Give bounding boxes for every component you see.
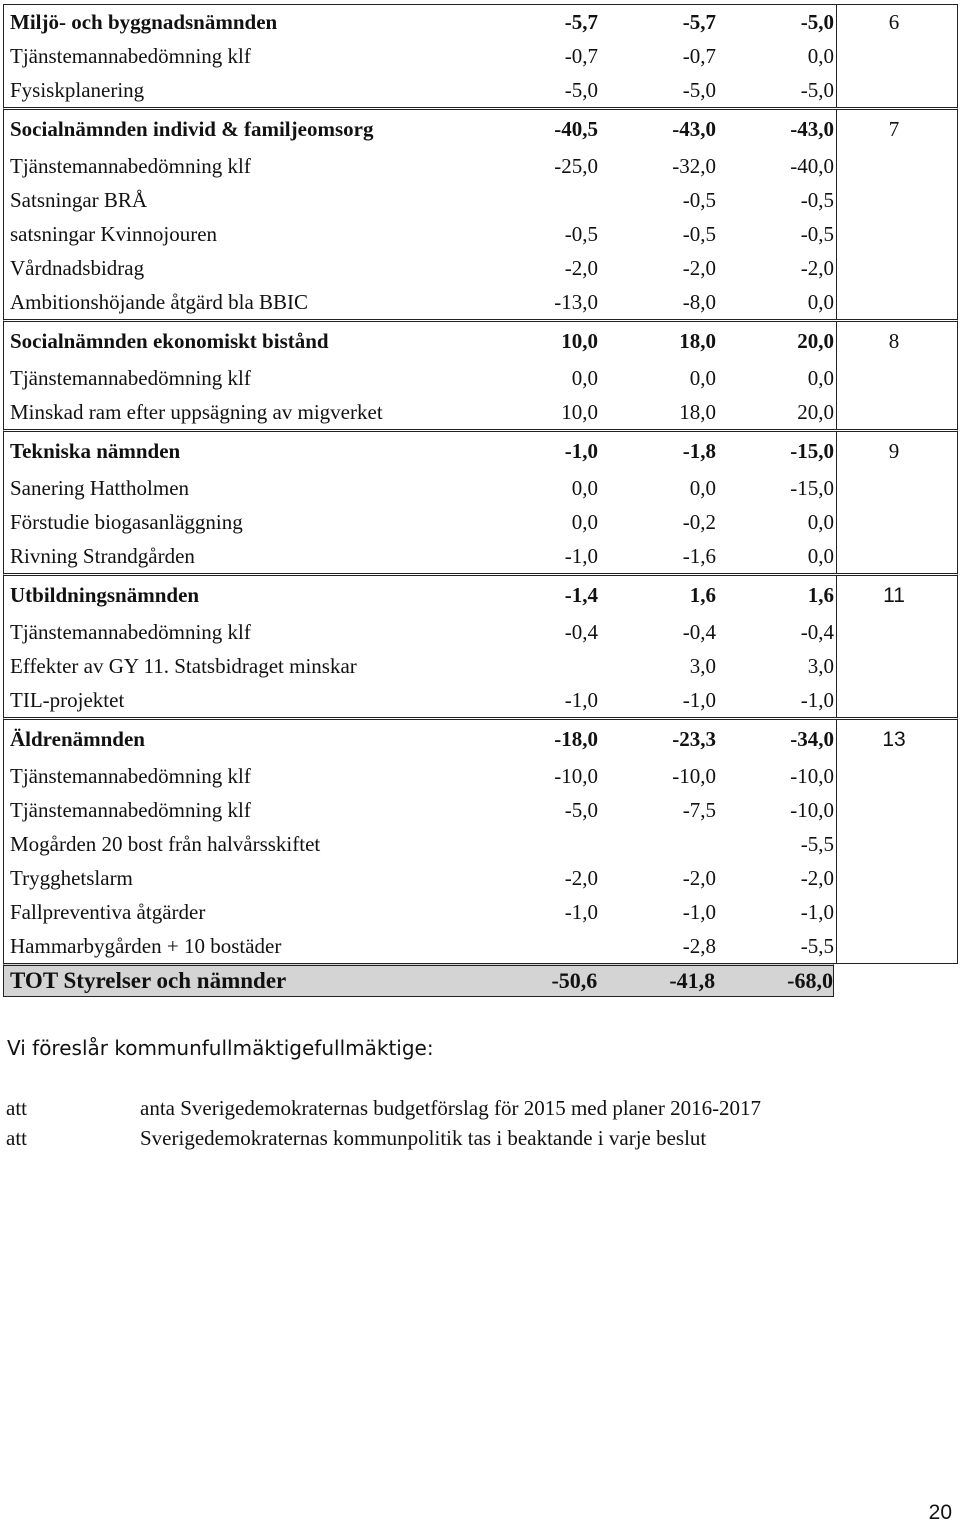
value-cell-v3: -2,0 <box>800 255 834 280</box>
table-row <box>4 361 957 395</box>
table-row <box>4 251 957 285</box>
page-reference: 13 <box>882 727 906 751</box>
total-label: TOT Styrelser och nämnder <box>10 968 287 993</box>
proposal-text: anta Sverigedemokraternas budgetförslag för 2015 med planer 2016-2017 <box>140 1096 762 1120</box>
table-row <box>4 861 957 895</box>
row-label: Ambitionshöjande åtgärd bla BBIC <box>10 289 309 314</box>
att-keyword: att <box>6 1096 27 1120</box>
value-cell-v2: -0,2 <box>682 509 716 534</box>
page-reference: 6 <box>888 9 900 34</box>
value-cell-v3: 0,0 <box>807 365 834 390</box>
value-cell-v3: -34,0 <box>790 727 834 751</box>
table-row <box>4 793 957 827</box>
value-cell-v3: -40,0 <box>790 153 834 178</box>
row-label: Äldrenämnden <box>10 727 145 751</box>
value-cell-v3: -10,0 <box>790 797 834 822</box>
value-cell-v3: -43,0 <box>790 117 834 141</box>
row-label: Socialnämnden ekonomiskt bistånd <box>10 329 329 353</box>
value-cell-v2: -2,8 <box>682 933 716 958</box>
value-cell-v2: -0,5 <box>682 187 716 212</box>
proposal-text: Sverigedemokraternas kommunpolitik tas i beaktande i varje beslut <box>140 1126 707 1150</box>
table-group <box>3 107 958 320</box>
att-keyword: att <box>6 1126 27 1150</box>
value-cell-v3: -5,5 <box>800 831 834 856</box>
value-cell-v1: -40,5 <box>554 117 598 141</box>
page-reference: 9 <box>888 439 900 463</box>
table-row <box>4 505 957 539</box>
table-group <box>3 429 958 574</box>
value-cell-v1: -5,0 <box>564 797 598 822</box>
table-group <box>3 319 958 430</box>
value-cell-v1: 0,0 <box>571 365 598 390</box>
row-label: Fallpreventiva åtgärder <box>10 899 206 924</box>
value-cell-v1: -1,0 <box>564 687 598 712</box>
value-cell-v3: 20,0 <box>797 329 834 353</box>
row-label: Tjänstemannabedömning klf <box>10 797 251 822</box>
row-label: TIL-projektet <box>10 687 125 712</box>
value-cell-v3: -1,0 <box>800 687 834 712</box>
table-row <box>4 615 957 649</box>
value-cell-v2: -32,0 <box>672 153 716 178</box>
value-cell-v3: 0,0 <box>807 543 834 568</box>
value-cell-v3: 3,0 <box>807 653 834 678</box>
table-row <box>4 827 957 861</box>
table-row <box>4 683 957 717</box>
value-cell-v1: -0,7 <box>564 43 598 68</box>
value-cell-v2: -1,8 <box>682 439 716 463</box>
table-row <box>4 285 957 319</box>
table-group <box>3 573 958 718</box>
value-cell-v3: -15,0 <box>790 475 834 500</box>
row-label: Rivning Strandgården <box>10 543 195 568</box>
row-label: Hammarbygården + 10 bostäder <box>10 933 282 958</box>
page-reference: 7 <box>888 117 900 141</box>
value-cell-v2: -5,0 <box>682 77 716 102</box>
row-label: Tjänstemannabedömning klf <box>10 763 251 788</box>
table-row <box>4 217 957 251</box>
table-group <box>3 4 958 108</box>
value-cell-v2: 1,6 <box>689 583 716 607</box>
page-reference: 8 <box>888 329 900 353</box>
value-cell-v2: 0,0 <box>689 475 716 500</box>
value-cell-v3: -2,0 <box>800 865 834 890</box>
row-label: Förstudie biogasanläggning <box>10 509 243 534</box>
row-label: Minskad ram efter uppsägning av migverket <box>10 399 383 424</box>
row-label: Trygghetslarm <box>10 865 133 890</box>
value-cell-v2: -7,5 <box>682 797 716 822</box>
value-cell-v1: -1,0 <box>564 543 598 568</box>
table-row <box>4 471 957 505</box>
value-cell-v1: -1,0 <box>564 899 598 924</box>
table-row <box>4 183 957 217</box>
value-cell-v1: 10,0 <box>561 399 598 424</box>
value-cell-v2: 18,0 <box>679 399 716 424</box>
value-cell-v2: -1,0 <box>682 687 716 712</box>
value-cell-v3: 20,0 <box>797 399 834 424</box>
page-number: 20 <box>928 1501 952 1524</box>
row-label: Sanering Hattholmen <box>10 475 190 500</box>
value-cell-v1: -0,4 <box>564 619 598 644</box>
value-cell-v3: -5,0 <box>800 77 834 102</box>
value-cell-v1: 10,0 <box>561 329 598 353</box>
row-label: Socialnämnden individ & familjeomsorg <box>10 117 374 141</box>
row-label: Fysiskplanering <box>10 77 145 102</box>
row-label: Mogården 20 bost från halvårsskiftet <box>10 831 321 856</box>
group-header-row <box>4 322 957 361</box>
table-row <box>4 539 957 573</box>
value-cell-v2: -2,0 <box>682 255 716 280</box>
row-label: Utbildningsnämnden <box>10 583 200 607</box>
value-cell-v1: -1,4 <box>564 583 598 607</box>
group-header-row <box>4 576 957 615</box>
proposal-item <box>6 1126 706 1151</box>
row-label: satsningar Kvinnojouren <box>10 221 218 246</box>
value-cell-v2: 18,0 <box>679 329 716 353</box>
table-row <box>4 649 957 683</box>
value-cell-v1: -5,0 <box>564 77 598 102</box>
row-label: Tekniska nämnden <box>10 439 181 463</box>
value-cell-v3: 1,6 <box>807 583 834 607</box>
page-reference: 11 <box>883 583 905 607</box>
value-cell-v1: -0,5 <box>564 221 598 246</box>
row-label: Tjänstemannabedömning klf <box>10 43 251 68</box>
value-cell-v1: -13,0 <box>554 289 598 314</box>
group-header-row <box>4 432 957 471</box>
value-cell-v2: -8,0 <box>682 289 716 314</box>
value-cell-v1: -2,0 <box>564 255 598 280</box>
row-label: Satsningar BRÅ <box>10 187 148 212</box>
budget-table <box>3 4 958 997</box>
value-cell-v3: 0,0 <box>807 289 834 314</box>
table-row <box>4 895 957 929</box>
total-value-v3: -68,0 <box>787 968 833 993</box>
row-label: Miljö- och byggnadsnämnden <box>10 9 278 34</box>
value-cell-v1: -25,0 <box>554 153 598 178</box>
group-header-row <box>4 110 957 149</box>
value-cell-v3: -10,0 <box>790 763 834 788</box>
total-value-v2: -41,8 <box>669 968 716 993</box>
value-cell-v2: -1,0 <box>682 899 716 924</box>
proposal-heading: Vi föreslår kommunfullmäktigefullmäktige: <box>7 1036 434 1060</box>
total-value-v1: -50,6 <box>551 968 598 993</box>
value-cell-v3: 0,0 <box>807 509 834 534</box>
value-cell-v3: -15,0 <box>790 439 834 463</box>
value-cell-v2: 3,0 <box>689 653 716 678</box>
value-cell-v2: -23,3 <box>672 727 716 751</box>
value-cell-v3: 0,0 <box>807 43 834 68</box>
row-label: Effekter av GY 11. Statsbidraget minskar <box>10 653 357 678</box>
value-cell-v1: 0,0 <box>571 509 598 534</box>
table-row <box>4 39 957 73</box>
proposal-item <box>6 1096 761 1121</box>
value-cell-v3: -5,5 <box>800 933 834 958</box>
value-cell-v2: -1,6 <box>682 543 716 568</box>
value-cell-v1: -1,0 <box>564 439 598 463</box>
value-cell-v1: -18,0 <box>554 727 598 751</box>
table-row <box>4 395 957 429</box>
value-cell-v1: -10,0 <box>554 763 598 788</box>
row-label: Tjänstemannabedömning klf <box>10 619 251 644</box>
value-cell-v2: -0,4 <box>682 619 716 644</box>
value-cell-v3: -0,5 <box>800 221 834 246</box>
value-cell-v1: -5,7 <box>564 9 598 34</box>
value-cell-v2: -0,5 <box>682 221 716 246</box>
row-label: Tjänstemannabedömning klf <box>10 153 251 178</box>
row-label: Tjänstemannabedömning klf <box>10 365 251 390</box>
table-row <box>4 929 957 963</box>
value-cell-v2: -43,0 <box>672 117 716 141</box>
value-cell-v2: -2,0 <box>682 865 716 890</box>
total-row <box>3 963 834 997</box>
group-header-row <box>4 720 957 759</box>
row-label: Vårdnadsbidrag <box>10 255 145 280</box>
table-row <box>4 149 957 183</box>
group-header-row <box>4 5 957 39</box>
value-cell-v2: -5,7 <box>682 9 716 34</box>
value-cell-v1: 0,0 <box>571 475 598 500</box>
table-group <box>3 717 958 964</box>
value-cell-v2: 0,0 <box>689 365 716 390</box>
value-cell-v1: -2,0 <box>564 865 598 890</box>
table-row <box>4 759 957 793</box>
value-cell-v3: -0,5 <box>800 187 834 212</box>
value-cell-v3: -0,4 <box>800 619 834 644</box>
table-row <box>4 73 957 107</box>
value-cell-v3: -1,0 <box>800 899 834 924</box>
value-cell-v2: -0,7 <box>682 43 716 68</box>
value-cell-v2: -10,0 <box>672 763 716 788</box>
value-cell-v3: -5,0 <box>800 9 834 34</box>
